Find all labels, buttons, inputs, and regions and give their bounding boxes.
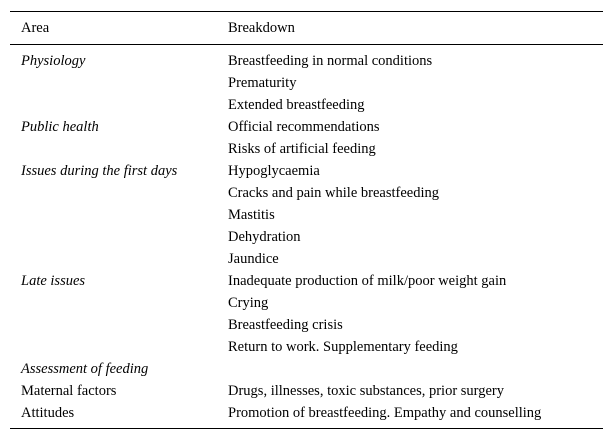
- table-row: [10, 182, 603, 204]
- cell-breakdown: Promotion of breastfeeding. Empathy and counselling: [228, 404, 542, 421]
- cell-area: Late issues: [21, 272, 86, 289]
- table-row: [10, 204, 603, 226]
- cell-area: [10, 248, 228, 270]
- spacer-row: [10, 424, 603, 429]
- cell-area: [10, 336, 228, 358]
- cell-breakdown: Breastfeeding crisis: [228, 316, 343, 333]
- cell-area: Attitudes: [21, 404, 75, 421]
- cell-area: [10, 292, 228, 314]
- table-row: [10, 160, 603, 182]
- table-header: [10, 12, 603, 45]
- cell-breakdown: Risks of artificial feeding: [228, 140, 376, 157]
- cell-breakdown: Official recommendations: [228, 118, 380, 135]
- table-row: [10, 50, 603, 72]
- cell-breakdown: Inadequate production of milk/poor weight gain: [228, 272, 507, 289]
- table-row: [10, 94, 603, 116]
- cell-breakdown: Extended breastfeeding: [228, 96, 365, 113]
- cell-area: [10, 314, 228, 336]
- table-row: [10, 314, 603, 336]
- breastfeeding-topics-table: [10, 11, 603, 429]
- cell-area: [10, 226, 228, 248]
- table-row: [10, 226, 603, 248]
- cell-breakdown: Dehydration: [228, 228, 301, 245]
- cell-area: [10, 94, 228, 116]
- cell-area: [10, 72, 228, 94]
- table-row: [10, 72, 603, 94]
- table-row: [10, 116, 603, 138]
- table-row: [10, 358, 603, 380]
- cell-area: Public health: [21, 118, 99, 135]
- table-row: [10, 248, 603, 270]
- cell-breakdown: [228, 358, 603, 380]
- cell-area: Maternal factors: [21, 382, 117, 399]
- table-body: [10, 45, 603, 429]
- data-table-container: [10, 11, 603, 429]
- table-row: [10, 336, 603, 358]
- header-area: Area: [21, 19, 50, 36]
- cell-area: [10, 182, 228, 204]
- cell-breakdown: Return to work. Supplementary feeding: [228, 338, 458, 355]
- table-row: [10, 380, 603, 402]
- header-breakdown: Breakdown: [228, 19, 295, 36]
- cell-breakdown: Drugs, illnesses, toxic substances, prior surgery: [228, 382, 504, 399]
- cell-breakdown: Cracks and pain while breastfeeding: [228, 184, 439, 201]
- cell-area: Assessment of feeding: [21, 360, 149, 377]
- cell-area: Issues during the first days: [21, 162, 178, 179]
- cell-breakdown: Crying: [228, 294, 269, 311]
- cell-breakdown: Prematurity: [228, 74, 297, 91]
- cell-area: Physiology: [21, 52, 86, 69]
- table-row: [10, 270, 603, 292]
- table-row: [10, 402, 603, 424]
- table-row: [10, 138, 603, 160]
- cell-area: [10, 138, 228, 160]
- cell-breakdown: Breastfeeding in normal conditions: [228, 52, 433, 69]
- table-row: [10, 292, 603, 314]
- cell-area: [10, 204, 228, 226]
- cell-breakdown: Jaundice: [228, 250, 279, 267]
- cell-breakdown: Hypoglycaemia: [228, 162, 320, 179]
- header-row: [10, 12, 603, 45]
- cell-breakdown: Mastitis: [228, 206, 275, 223]
